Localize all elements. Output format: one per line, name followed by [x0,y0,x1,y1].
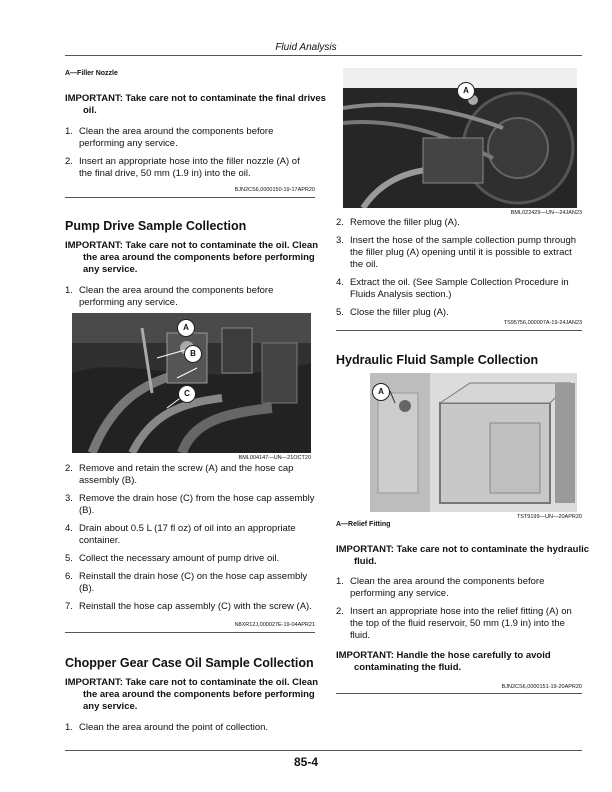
hydraulic-important-2: IMPORTANT: Handle the hose carefully to avoid contaminating the fluid. [336,650,551,673]
list-item: 5. Collect the necessary amount of pump drive oil. [65,553,280,564]
callout-c: C [178,385,196,403]
pump-important: IMPORTANT: Take care not to contaminate the oil. Clean the area around the components before performing any service. [65,240,319,275]
top-image-ref: BML022429—UN—24JAN23 [510,210,582,216]
pump-step1 [65,285,315,315]
pump-title: Pump Drive Sample Collection [65,219,247,233]
section-rule [65,197,315,198]
filler-caption: A—Filler Nozzle [65,70,118,77]
filler-plug-steps [336,217,582,325]
hydraulic-image-ref: TST9199—UN—20APR20 [516,514,582,520]
filler-steps [65,126,315,186]
hydraulic-illustration [370,373,577,512]
list-item: 5. Close the filler plug (A). [336,307,449,318]
list-item: 3. Insert the hose of the sample collection pump through the filler plug (A) opening until it is possible to extract the oil. [336,235,577,270]
hydraulic-ref: BJN2CS6,0000151-19-20APR20 [501,684,582,690]
list-item: 7. Reinstall the hose cap assembly (C) with the screw (A). [65,601,312,612]
list-item: 2. Remove the filler plug (A). [336,217,460,228]
list-item: 3. Remove the drain hose (C) from the hose cap assembly (B). [65,493,315,516]
footer-rule [65,750,582,751]
header-rule [65,55,582,56]
list-item: 6. Reinstall the drain hose (C) on the hose cap assembly (B). [65,571,308,594]
list-item: 4. Drain about 0.5 L (17 fl oz) of oil into an appropriate container. [65,523,296,546]
page-number: 85-4 [293,755,319,769]
list-item: 4. Extract the oil. (See Sample Collection Procedure in Fluids Analysis section.) [336,277,569,300]
callout-a: A [457,82,475,100]
hydraulic-caption: A—Relief Fitting [336,521,391,528]
callout-a: A [177,319,195,337]
hydraulic-important: IMPORTANT: Take care not to contaminate the hydraulic fluid. [336,544,590,567]
page-header: Fluid Analysis [275,42,337,53]
section-rule [65,632,315,633]
pump-image-ref: BML004147—UN—21OCT20 [238,455,311,461]
callout-b: B [184,345,202,363]
pump-steps [65,463,315,619]
chopper-important: IMPORTANT: Take care not to contaminate the oil. Clean the area around the components before performing any service. [65,677,319,712]
list-item: 1. Clean the area around the components before performing any service. [336,576,545,599]
hydraulic-photo [370,373,577,512]
filler-important: IMPORTANT: Take care not to contaminate the final drives oil. [65,93,326,116]
filler-plug-photo [343,68,577,208]
chopper-steps [65,722,315,740]
list-item: 2. Insert an appropriate hose into the relief fitting (A) on the top of the fluid reservoir, 50 mm (1.9 in) into the fluid. [336,606,572,641]
list-item: 1. Clean the area around the components before performing any service. [65,285,274,308]
section-rule [336,330,582,331]
callout-a: A [372,383,390,401]
list-item: 2. Remove and retain the screw (A) and the hose cap assembly (B). [65,463,294,486]
pump-ref: N8XR12J,000027E-19-04APR21 [234,622,315,628]
section-rule [336,693,582,694]
list-item: 2. Insert an appropriate hose into the filler nozzle (A) of the final drive, 50 mm (1.9 in) into the oil. [65,156,300,179]
hydraulic-title: Hydraulic Fluid Sample Collection [336,353,539,367]
list-item: 1. Clean the area around the point of collection. [65,722,269,733]
top-ref: TS95756,000007A-19-24JAN23 [503,320,582,326]
hydraulic-steps [336,576,582,648]
pump-drive-photo [72,313,311,453]
chopper-title: Chopper Gear Case Oil Sample Collection [65,656,314,670]
filler-ref: BJN2CS6,0000150-19-17APR20 [234,187,315,193]
list-item: 1. Clean the area around the components before performing any service. [65,126,274,149]
